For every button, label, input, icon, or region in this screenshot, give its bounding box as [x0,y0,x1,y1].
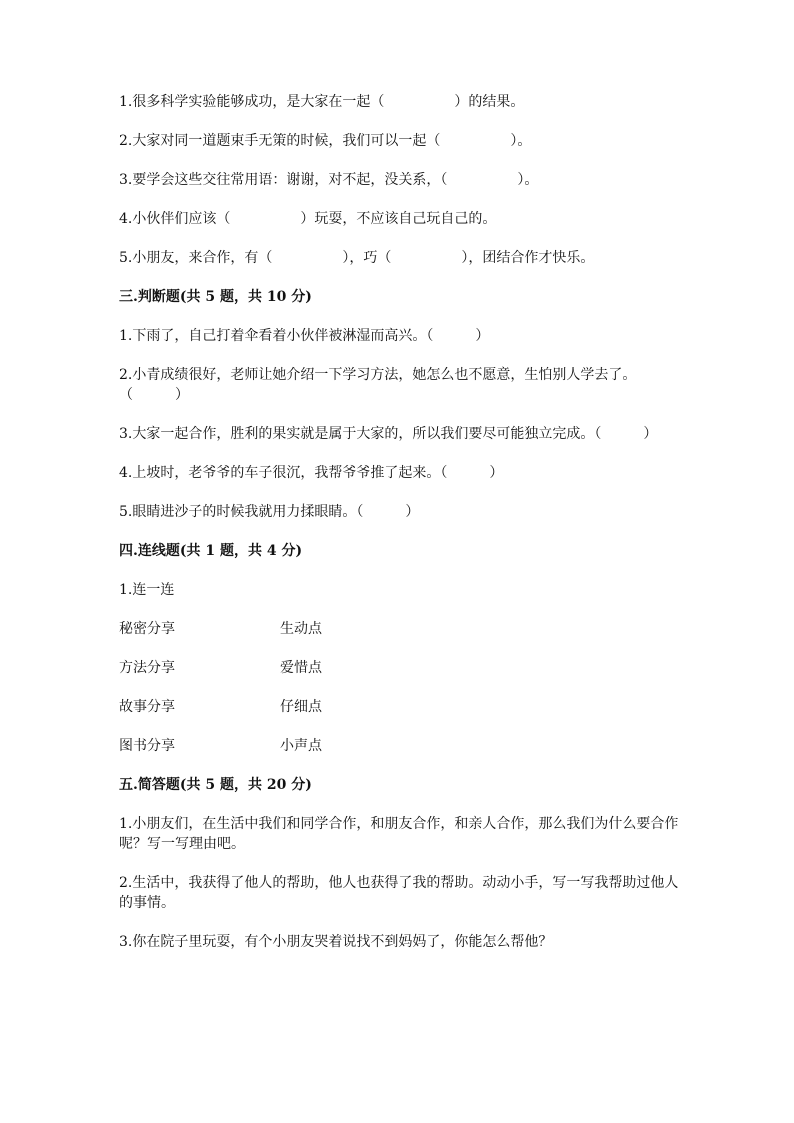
match-section [119,541,679,756]
judge-question-5: 5.眼睛进沙子的时候我就用力揉眼睛。（ ） [119,504,420,520]
match-left-item: 故事分享 [119,699,175,715]
match-right-item: 爱惜点 [280,660,322,676]
short-answer-section-title: 五.简答题(共 5 题，共 20 分) [119,777,312,793]
fill-blank-question-1: 1.很多科学实验能够成功，是大家在一起（ ）的结果。 [119,94,525,110]
short-answer-question-1: 1.小朋友们，在生活中我们和同学合作，和朋友合作，和亲人合作，那么我们为什么要合作呢？写一写理由吧。 [119,816,679,852]
match-right-item: 小声点 [280,738,322,754]
judge-question-4: 4.上坡时，老爷爷的车子很沉，我帮爷爷推了起来。（ ） [119,465,504,481]
match-left-item: 方法分享 [119,660,175,676]
short-answer-question-2: 2.生活中，我获得了他人的帮助，他人也获得了我的帮助。动动小手，写一写我帮助过他人的事情。 [119,875,679,911]
match-section-title: 四.连线题(共 1 题，共 4 分) [119,543,303,559]
match-prompt: 1.连一连 [119,582,175,598]
short-answer-section [119,775,679,952]
fill-blank-section [119,92,679,268]
fill-blank-question-5: 5.小朋友，来合作，有（ ），巧（ ），团结合作才快乐。 [119,250,595,266]
match-pair [119,736,679,756]
match-right-item: 生动点 [280,621,322,637]
judge-question-2: 2.小青成绩很好，老师让她介绍一下学习方法，她怎么也不愿意，生怕别人学去了。（ ） [119,367,637,403]
match-right-item: 仔细点 [280,699,322,715]
match-pair [119,619,679,639]
match-pair [119,658,679,678]
judge-question-1: 1.下雨了，自己打着伞看着小伙伴被淋湿而高兴。（ ） [119,328,490,344]
short-answer-question-3: 3.你在院子里玩耍，有个小朋友哭着说找不到妈妈了，你能怎么帮他？ [119,934,553,950]
match-pair [119,697,679,717]
exam-page [119,92,679,971]
match-left-item: 图书分享 [119,738,175,754]
judge-question-3: 3.大家一起合作，胜利的果实就是属于大家的，所以我们要尽可能独立完成。（ ） [119,426,658,442]
judge-section [119,287,679,522]
fill-blank-question-4: 4.小伙伴们应该（ ）玩耍，不应该自己玩自己的。 [119,211,497,227]
fill-blank-question-2: 2.大家对同一道题束手无策的时候，我们可以一起（ ）。 [119,133,532,149]
judge-section-title: 三.判断题(共 5 题，共 10 分) [119,289,312,305]
match-left-item: 秘密分享 [119,621,175,637]
fill-blank-question-3: 3.要学会这些交往常用语：谢谢，对不起，没关系，（ ）。 [119,172,539,188]
